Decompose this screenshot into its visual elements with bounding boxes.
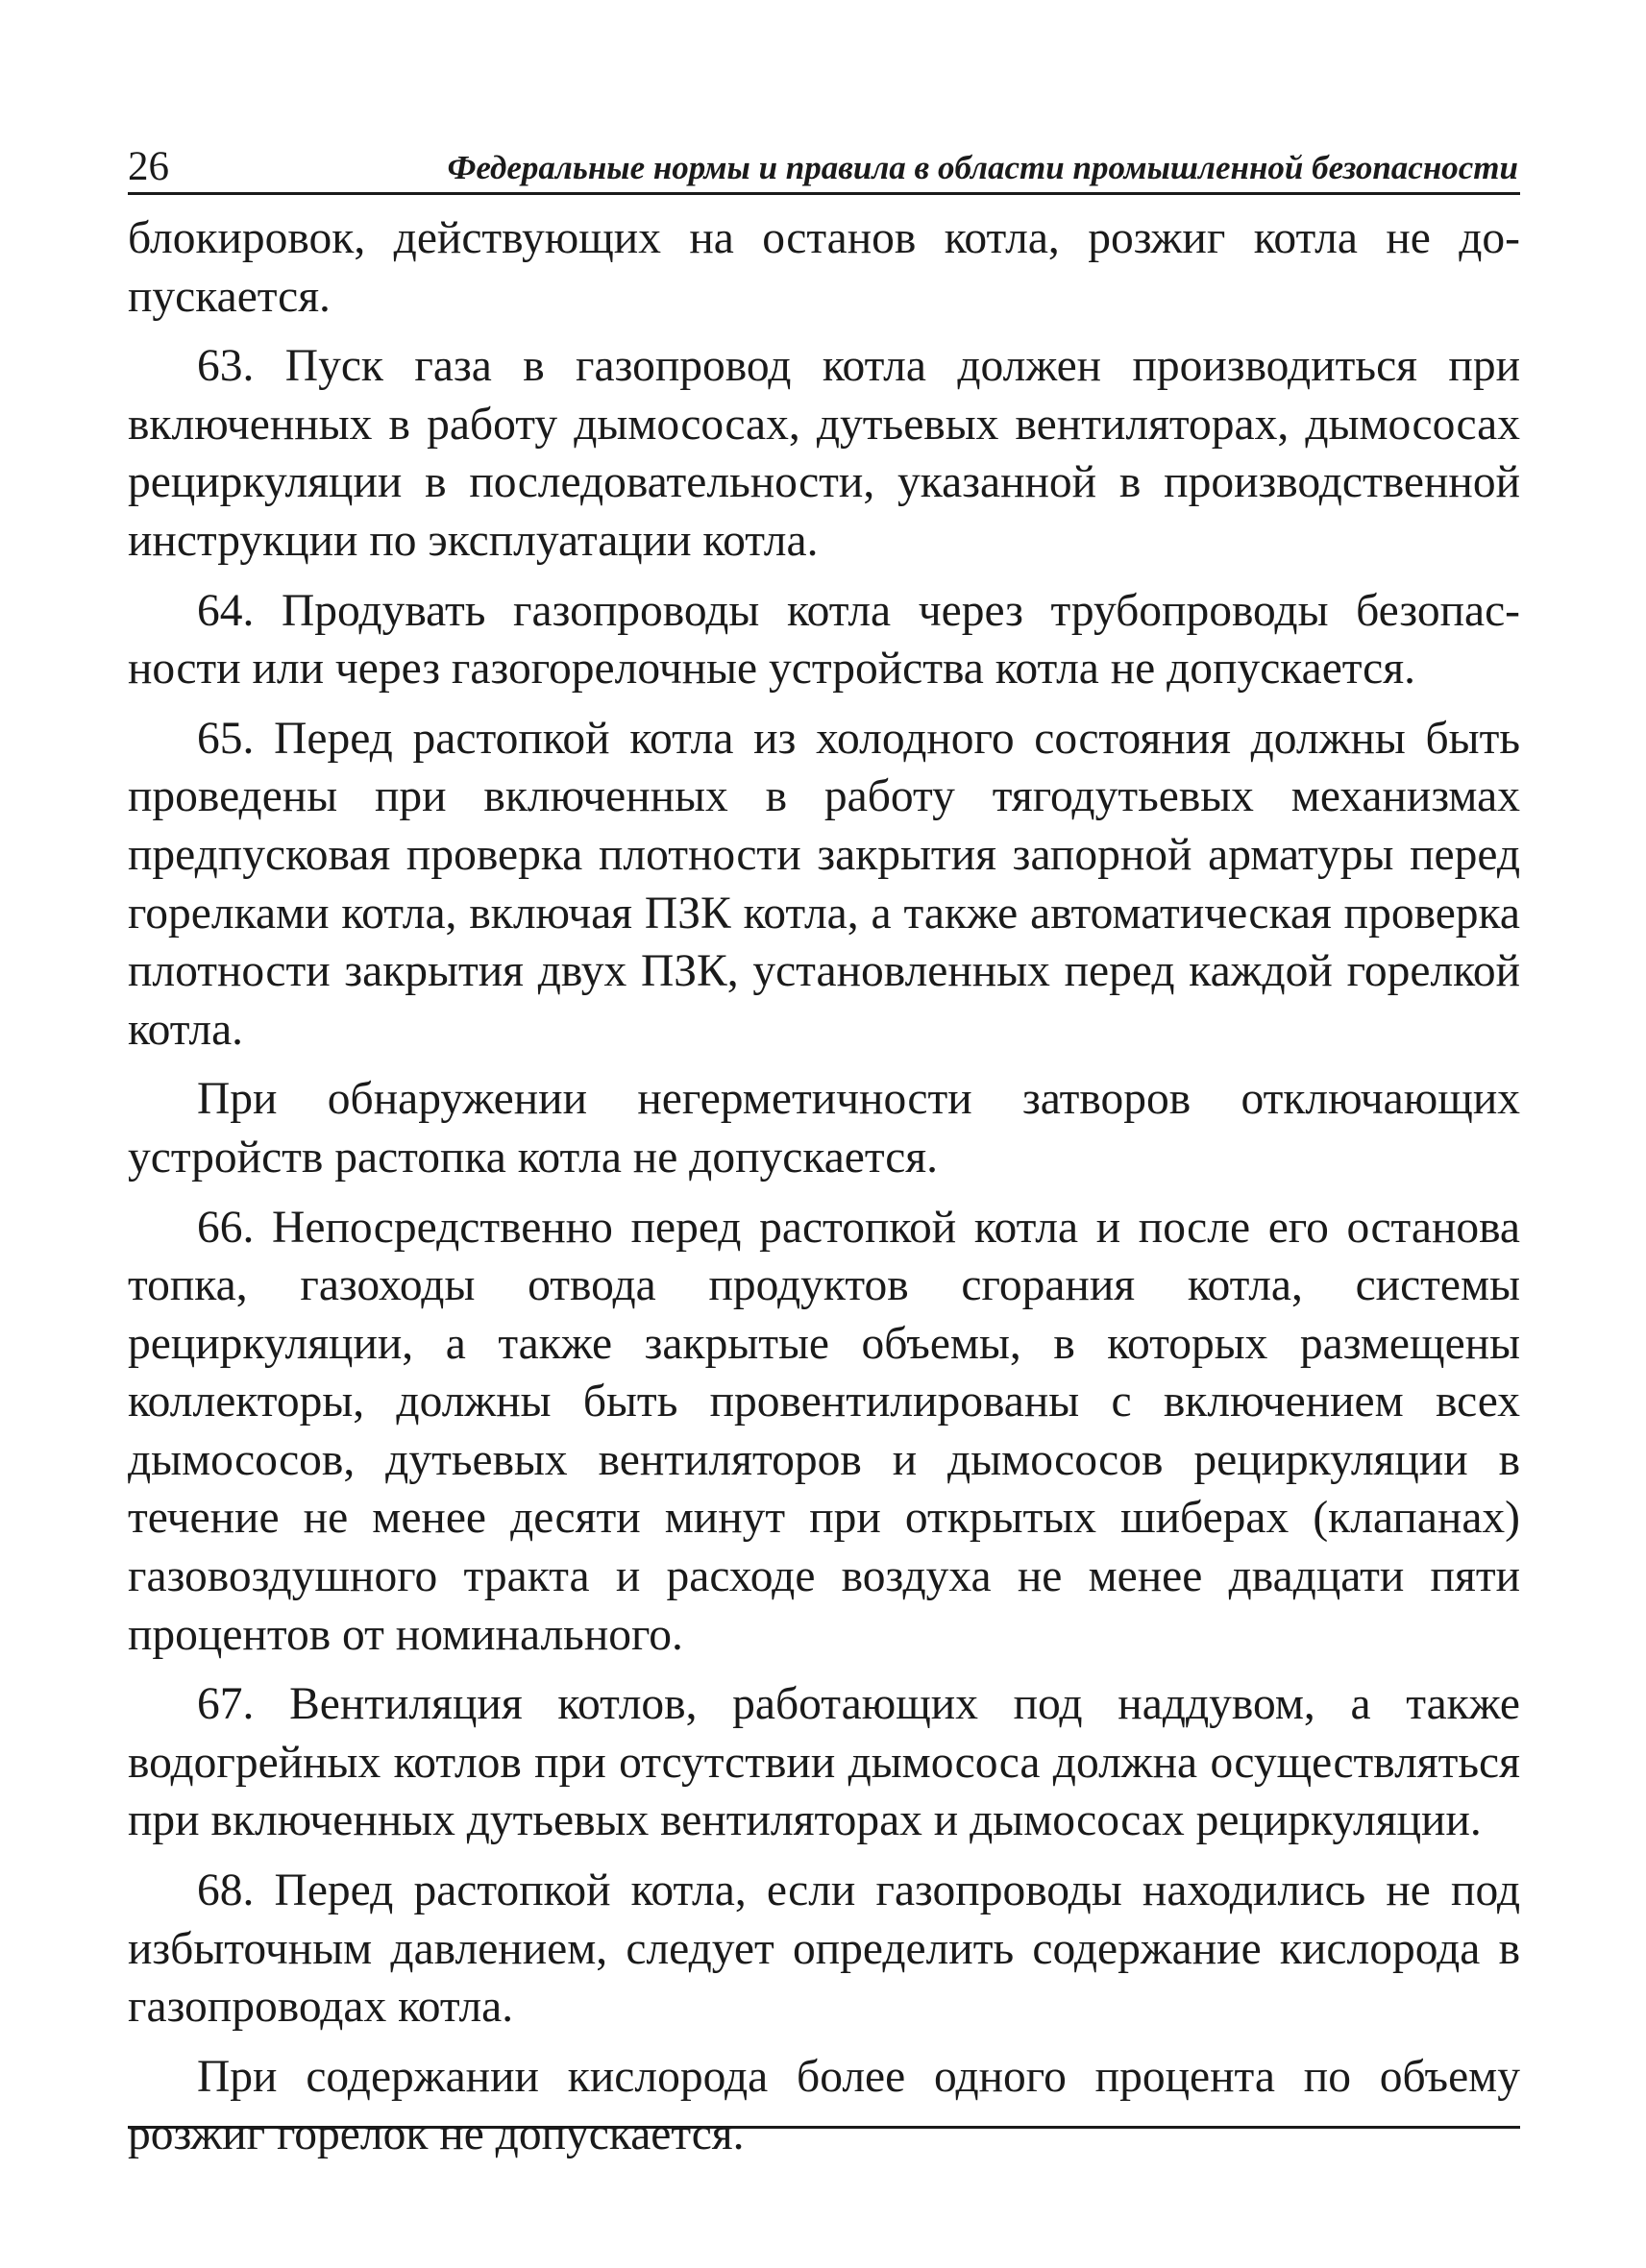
page-header <box>128 142 1520 195</box>
page-number: 26 <box>128 144 169 189</box>
paragraph-66: 66. Непосредственно перед растопкой котла и после его останова топка, газоходы отвода продуктов сгорания котла, системы рециркуляции, а также закрытые объемы, в которых размещены коллекторы, должны быть провентилированы с включением всех дымососов, дутьевых вентиляторов и дымососов рециркуляции в течение не менее десяти минут при открытых шиберах (клапанах) газовоздушного тракта и расходе воздуха не менее двадцати пяти процентов от номинального. <box>128 1202 1520 1660</box>
paragraph-65: 65. Перед растопкой котла из холодного состояния должны быть проведены при включенных в работу тягодутьевых механизмах предпусковая проверка плотности закрытия запорной арматуры перед горелками котла, включая ПЗК котла, а также автоматическая проверка плотности закрытия двух ПЗК, установленных перед каждой горелкой котла. <box>128 713 1520 1055</box>
paragraph-63: 63. Пуск газа в газопровод котла должен производиться при включенных в работу дымососах, дутьевых вентиляторах, дымососах рециркуляции в последовательности, указанной в производственной инструкции по эксплуатации котла. <box>128 341 1520 566</box>
paragraph-68-note: При содержании кислорода более одного процента по объему розжиг горелок не допускается. <box>128 2051 1520 2160</box>
body-text <box>128 209 1520 2164</box>
paragraph-68: 68. Перед растопкой котла, если газопроводы находились не под избыточным давлением, следует определить содержание кислорода в газопроводах котла. <box>128 1866 1520 2033</box>
paragraph-65-note: При обнаружении негерметичности затворов отключающих устройств растопка котла не допускается. <box>128 1074 1520 1183</box>
running-title: Федеральные нормы и правила в области промышленной безопасности <box>447 149 1518 186</box>
paragraph-continuation: блокировок, действующих на останов котла, розжиг котла не допускается. <box>128 213 1520 322</box>
paragraph-67: 67. Вентиляция котлов, работающих под наддувом, а также водогрейных котлов при отсутствии дымососа должна осуществляться при включенных дутьевых вентиляторах и дымососах рециркуляции. <box>128 1679 1520 1846</box>
footer-divider <box>128 2126 1520 2129</box>
paragraph-64: 64. Продувать газопроводы котла через трубопроводы безопасности или через газогорелочные устройства котла не допускается. <box>128 585 1520 695</box>
